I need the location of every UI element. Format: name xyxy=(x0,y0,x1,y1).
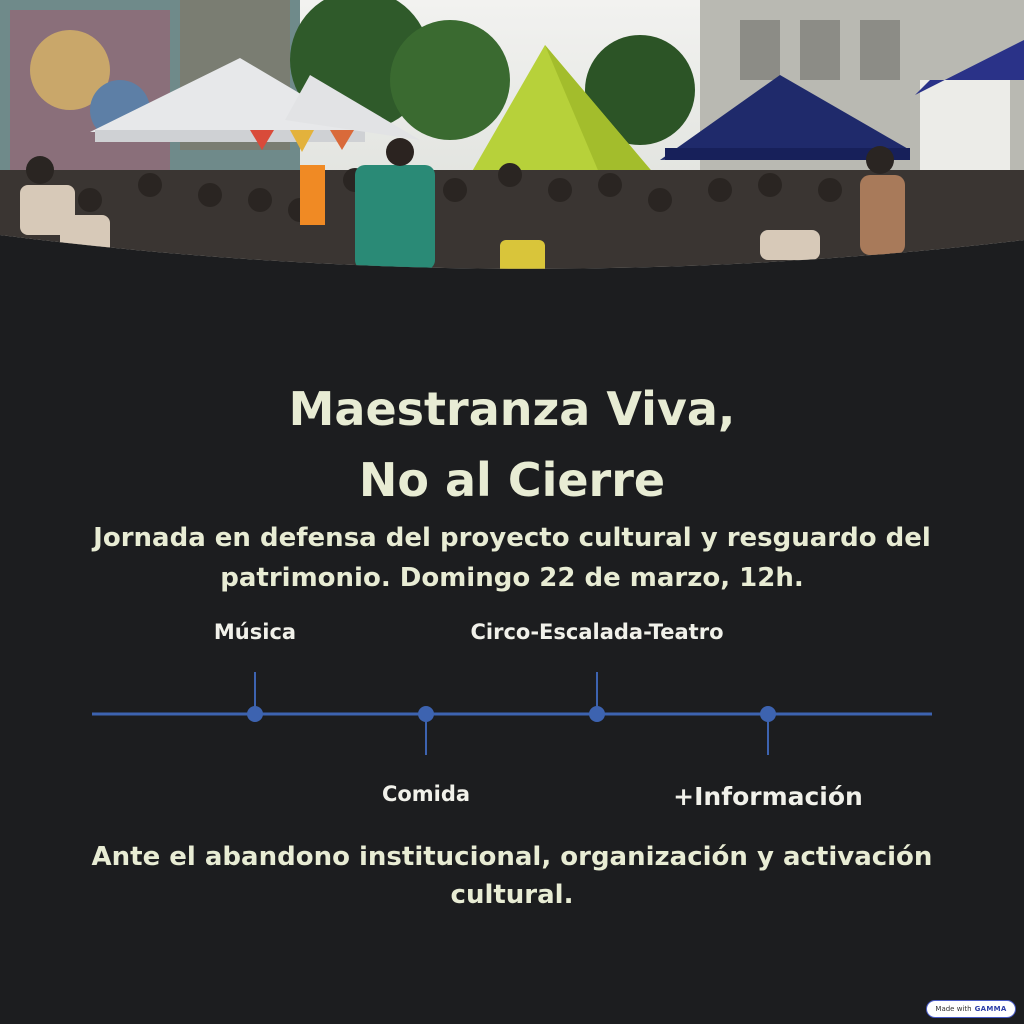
event-subtitle: Jornada en defensa del proyecto cultural y resguardo del patrimonio. Domingo 22 de marzo, 12h. xyxy=(93,523,931,593)
timeline-graphic xyxy=(0,660,1024,770)
timeline-label-informacion[interactable]: +Información xyxy=(673,782,863,811)
timeline-dot-2 xyxy=(418,706,434,722)
timeline-label-musica: Música xyxy=(213,620,297,644)
timeline-dot-3 xyxy=(589,706,605,722)
timeline-dot-4 xyxy=(760,706,776,722)
timeline-label-circo: Circo-Escalada-Teatro xyxy=(470,620,724,644)
timeline-label-comida: Comida xyxy=(381,782,471,806)
timeline-dot-1 xyxy=(247,706,263,722)
page-title-line-2: No al Cierre xyxy=(358,453,666,507)
page-title-line-1: Maestranza Viva, xyxy=(288,382,736,436)
badge-brand: GAMMA xyxy=(974,1005,1007,1013)
badge-prefix: Made with xyxy=(935,1005,972,1013)
footer-statement: Ante el abandono institucional, organización y activación cultural. xyxy=(91,842,933,910)
made-with-badge[interactable] xyxy=(926,1000,1016,1018)
hero-photo xyxy=(0,0,1024,290)
